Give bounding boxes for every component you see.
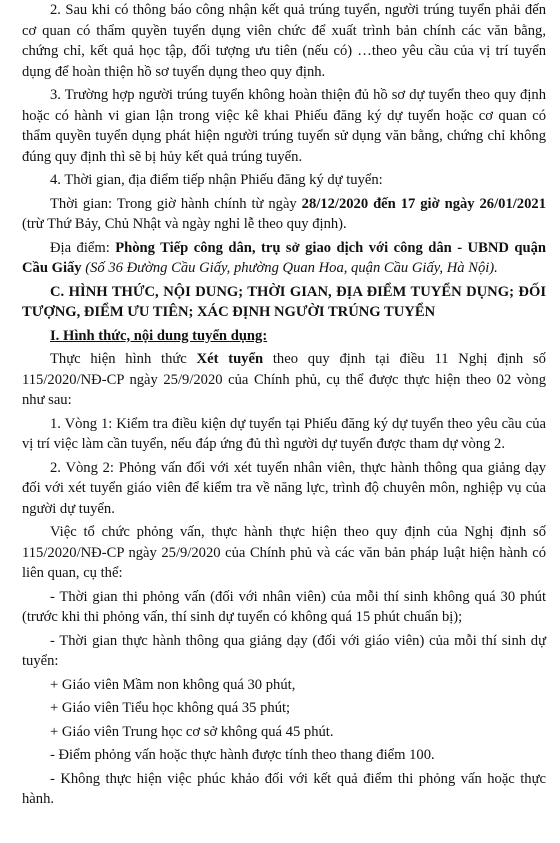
paragraph-time-place-heading: 4. Thời gian, địa điểm tiếp nhận Phiếu đăng ký dự tuyển: (50, 172, 383, 188)
place-name: Phòng Tiếp công dân, trụ sở giao dịch với công dân - UBND quận Cầu Giấy (22, 239, 546, 276)
paragraph-form (22, 349, 546, 411)
time-label: Thời gian: Trong giờ hành chính từ ngày (50, 195, 302, 212)
paragraph-cancel-result: 3. Trường hợp người trúng tuyển không hoàn thiện đủ hồ sơ dự tuyển theo quy định hoặc có hành vi gian lận trong việc kê khai Phiếu đăng ký dự tuyển hoặc cơ quan có thẩm quyền tuyển dụng phát hiện người trúng tuyển sử dụng văn bằng, chứng chỉ không đúng quy định thì sẽ bị hủy kết quả trúng tuyển. (22, 87, 546, 165)
paragraph-round-2: 2. Vòng 2: Phỏng vấn đối với xét tuyển nhân viên, thực hành thông qua giảng dạy đối với xét tuyển giáo viên để kiểm tra về năng lực, trình độ chuyên môn, nghiệp vụ của người dự tuyển. (22, 459, 546, 517)
form-detail: theo quy định tại điều 11 Nghị định số 115/2020/NĐ-CP ngày 25/9/2020 của Chính phủ, cụ thể được thực hiện theo 02 vòng như sau: (22, 351, 546, 408)
paragraph-no-review: - Không thực hiện việc phúc khảo đối với kết quả điểm thi phỏng vấn hoặc thực hành. (22, 770, 546, 807)
paragraph-round-1: 1. Vòng 1: Kiểm tra điều kiện dự tuyển tại Phiếu đăng ký dự tuyển theo yêu cầu của vị trí việc làm cần tuyển, nếu đáp ứng đủ thì người dự tuyển được tham dự vòng 2. (22, 415, 546, 452)
section-heading-c: C. HÌNH THỨC, NỘI DUNG; THỜI GIAN, ĐỊA ĐIỂM TUYỂN DỤNG; ĐỐI TƯỢNG, ĐIỂM ƯU TIÊN; XÁC ĐỊNH NGƯỜI TRÚNG TUYỂN (22, 283, 546, 320)
form-intro: Thực hiện hình thức (50, 351, 197, 367)
form-type: Xét tuyển (196, 351, 264, 367)
paragraph-time (22, 194, 546, 235)
place-address: (Số 36 Đường Cầu Giấy, phường Quan Hoa, quận Cầu Giấy, Hà Nội). (81, 260, 498, 276)
paragraph-practice-time: - Thời gian thực hành thông qua giảng dạy (đối với giáo viên) của mỗi thí sinh dự tuyển: (22, 632, 546, 669)
list-item-secondary: + Giáo viên Trung học cơ sở không quá 45 phút. (50, 723, 334, 740)
paragraph-organization: Việc tổ chức phỏng vấn, thực hành thực hiện theo quy định của Nghị định số 115/2020/NĐ-CP ngày 25/9/2020 của Chính phủ và các văn bản pháp luật hiện hành có liên quan, cụ thể: (22, 524, 546, 581)
time-range: 28/12/2020 đến 17 giờ ngày 26/01/2021 (301, 195, 546, 212)
list-item-preschool: + Giáo viên Mầm non không quá 30 phút, (50, 676, 296, 693)
list-item-primary: + Giáo viên Tiểu học không quá 35 phút; (50, 700, 291, 716)
time-note: (trừ Thứ Bảy, Chủ Nhật và ngày nghỉ lễ theo quy định). (22, 216, 347, 232)
paragraph-result-recognition: 2. Sau khi có thông báo công nhận kết quả trúng tuyển, người trúng tuyển phải đến cơ quan có thẩm quyền tuyển dụng viên chức để xuất trình bản chính các văn bằng, chứng chỉ, kết quả học tập, đối tượng ưu tiên (nếu có) …theo yêu cầu của vị trí tuyển dụng để hoàn thiện hồ sơ tuyển dụng theo quy định. (22, 2, 546, 80)
section-heading-i (22, 326, 546, 347)
heading-i-text: I. Hình thức, nội dung tuyển dụng: (50, 327, 268, 344)
paragraph-score-scale: - Điểm phỏng vấn hoặc thực hành được tính theo thang điểm 100. (50, 747, 435, 763)
place-label: Địa điểm: (50, 239, 116, 256)
paragraph-place (22, 238, 546, 279)
paragraph-interview-time: - Thời gian thi phỏng vấn (đối với nhân viên) của mỗi thí sinh không quá 30 phút (trước khi thi phỏng vấn, thí sinh dự tuyển có không quá 15 phút chuẩn bị); (22, 588, 546, 625)
